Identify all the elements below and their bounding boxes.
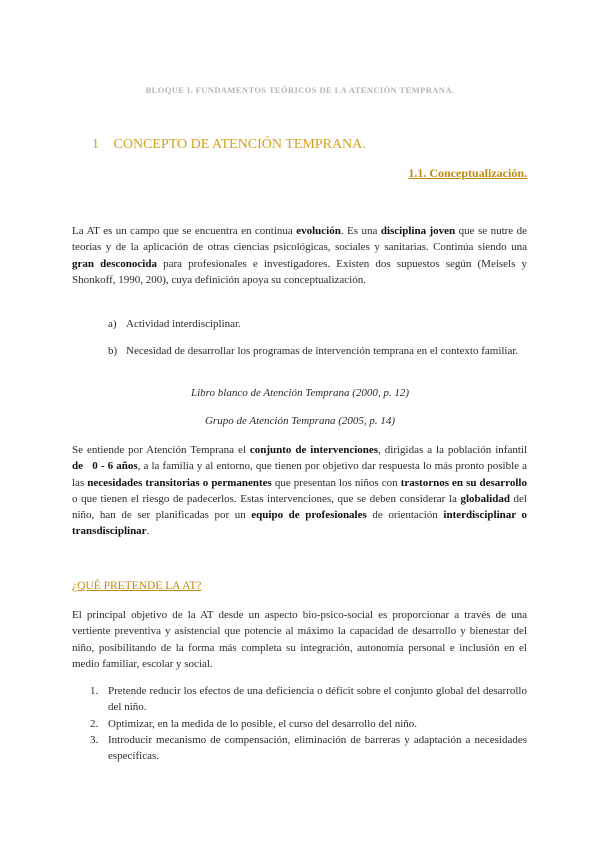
definition-paragraph	[72, 442, 527, 540]
subsection-heading: 1.1. Conceptualización.	[408, 166, 527, 180]
bold-run: globalidad	[460, 492, 510, 505]
text-run: , a la familia y al entorno, que tienen por objetivo dar respuesta lo más pronto posible a las	[72, 460, 527, 489]
bold-run: interdisciplinar o transdisciplinar	[72, 509, 528, 538]
intro-paragraph	[72, 223, 527, 288]
list-item	[90, 716, 527, 732]
list-marker: a)	[108, 318, 117, 330]
bold-run: de 0 - 6 años	[72, 460, 138, 473]
chapter-title: CONCEPTO DE ATENCIÓN TEMPRANA.	[113, 137, 366, 152]
assumption-list-item	[108, 316, 527, 332]
list-item	[90, 683, 527, 716]
bold-run: disciplina joven	[380, 225, 456, 237]
text-run: de orientación	[366, 509, 444, 522]
text-run: para profesionales e investigadores. Existen dos supuestos según (Meisels y Shonkoff, 1990, 200), cuya definición apoya su conceptualización.	[72, 257, 527, 286]
objective-paragraph: El principal objetivo de la AT desde un aspecto bio-psico-social es proporcionar a través de una vertiente preventiva y asistencial que potencie al máximo la capacidad de desarrollo y bienestar del niño, posibilitando de la forma más completa su integración, autonomía personal e inclusión en el medio familiar, escolar y social.	[72, 609, 527, 670]
text-run: .	[146, 525, 150, 538]
list-marker: 3.	[90, 733, 99, 746]
list-item-text: Introducir mecanismo de compensación, eliminación de barreras y adaptación a necesidades específicas.	[108, 733, 527, 763]
list-marker: b)	[108, 345, 118, 357]
text-run: o que tienen el riesgo de padecerlos. Estas intervenciones, que se deben considerar la	[72, 492, 461, 505]
bold-run: evolución	[296, 225, 341, 237]
bold-run: conjunto de intervenciones	[249, 444, 379, 456]
section-heading-aims: ¿QUÉ PRETENDE LA AT?	[72, 580, 202, 592]
aims-list	[90, 683, 527, 764]
bold-run: equipo de profesionales	[251, 509, 367, 522]
list-item	[90, 732, 527, 765]
list-marker: 1.	[90, 685, 99, 697]
chapter-number: 1	[92, 137, 99, 152]
citation: Grupo de Atención Temprana (2005, p. 14)	[204, 415, 396, 427]
text-run: La AT es un campo que se encuentra en continua	[72, 225, 297, 237]
list-item-text: Necesidad de desarrollar los programas de intervención temprana en el contexto familiar.	[126, 345, 519, 357]
text-run: Se entiende por Atención Temprana el	[72, 444, 250, 456]
list-marker: 2.	[90, 717, 99, 730]
citation: Libro blanco de Atención Temprana (2000, p. 12)	[190, 387, 410, 399]
chapter-heading	[92, 137, 366, 153]
list-item-text: Actividad interdisciplinar.	[126, 318, 241, 330]
assumption-list-item	[108, 343, 527, 359]
list-item-text: Pretende reducir los efectos de una deficiencia o déficit sobre el conjunto global del desarrollo del niño.	[108, 685, 527, 714]
text-run: del niño, han de ser planificadas por un	[72, 492, 527, 522]
text-run: que presentan los niños con	[271, 476, 401, 489]
running-header: BLOQUE I. FUNDAMENTOS TEÓRICOS DE LA ATENCIÓN TEMPRANA.	[145, 85, 455, 95]
bold-run: trastornos en su desarrollo	[400, 476, 527, 489]
list-item-text: Optimizar, en la medida de lo posible, el curso del desarrollo del niño.	[108, 717, 417, 730]
text-run: . Es una	[340, 225, 381, 237]
bold-run: necesidades transitorias o permanentes	[87, 476, 272, 489]
text-run: , dirigidas a la población infantil	[378, 444, 527, 456]
bold-run: gran desconocida	[72, 257, 157, 270]
text-run: que se nutre de teorías y de la aplicación de otras ciencias psicológicas, sociales y sanitarias. Continúa siendo una	[72, 225, 527, 254]
